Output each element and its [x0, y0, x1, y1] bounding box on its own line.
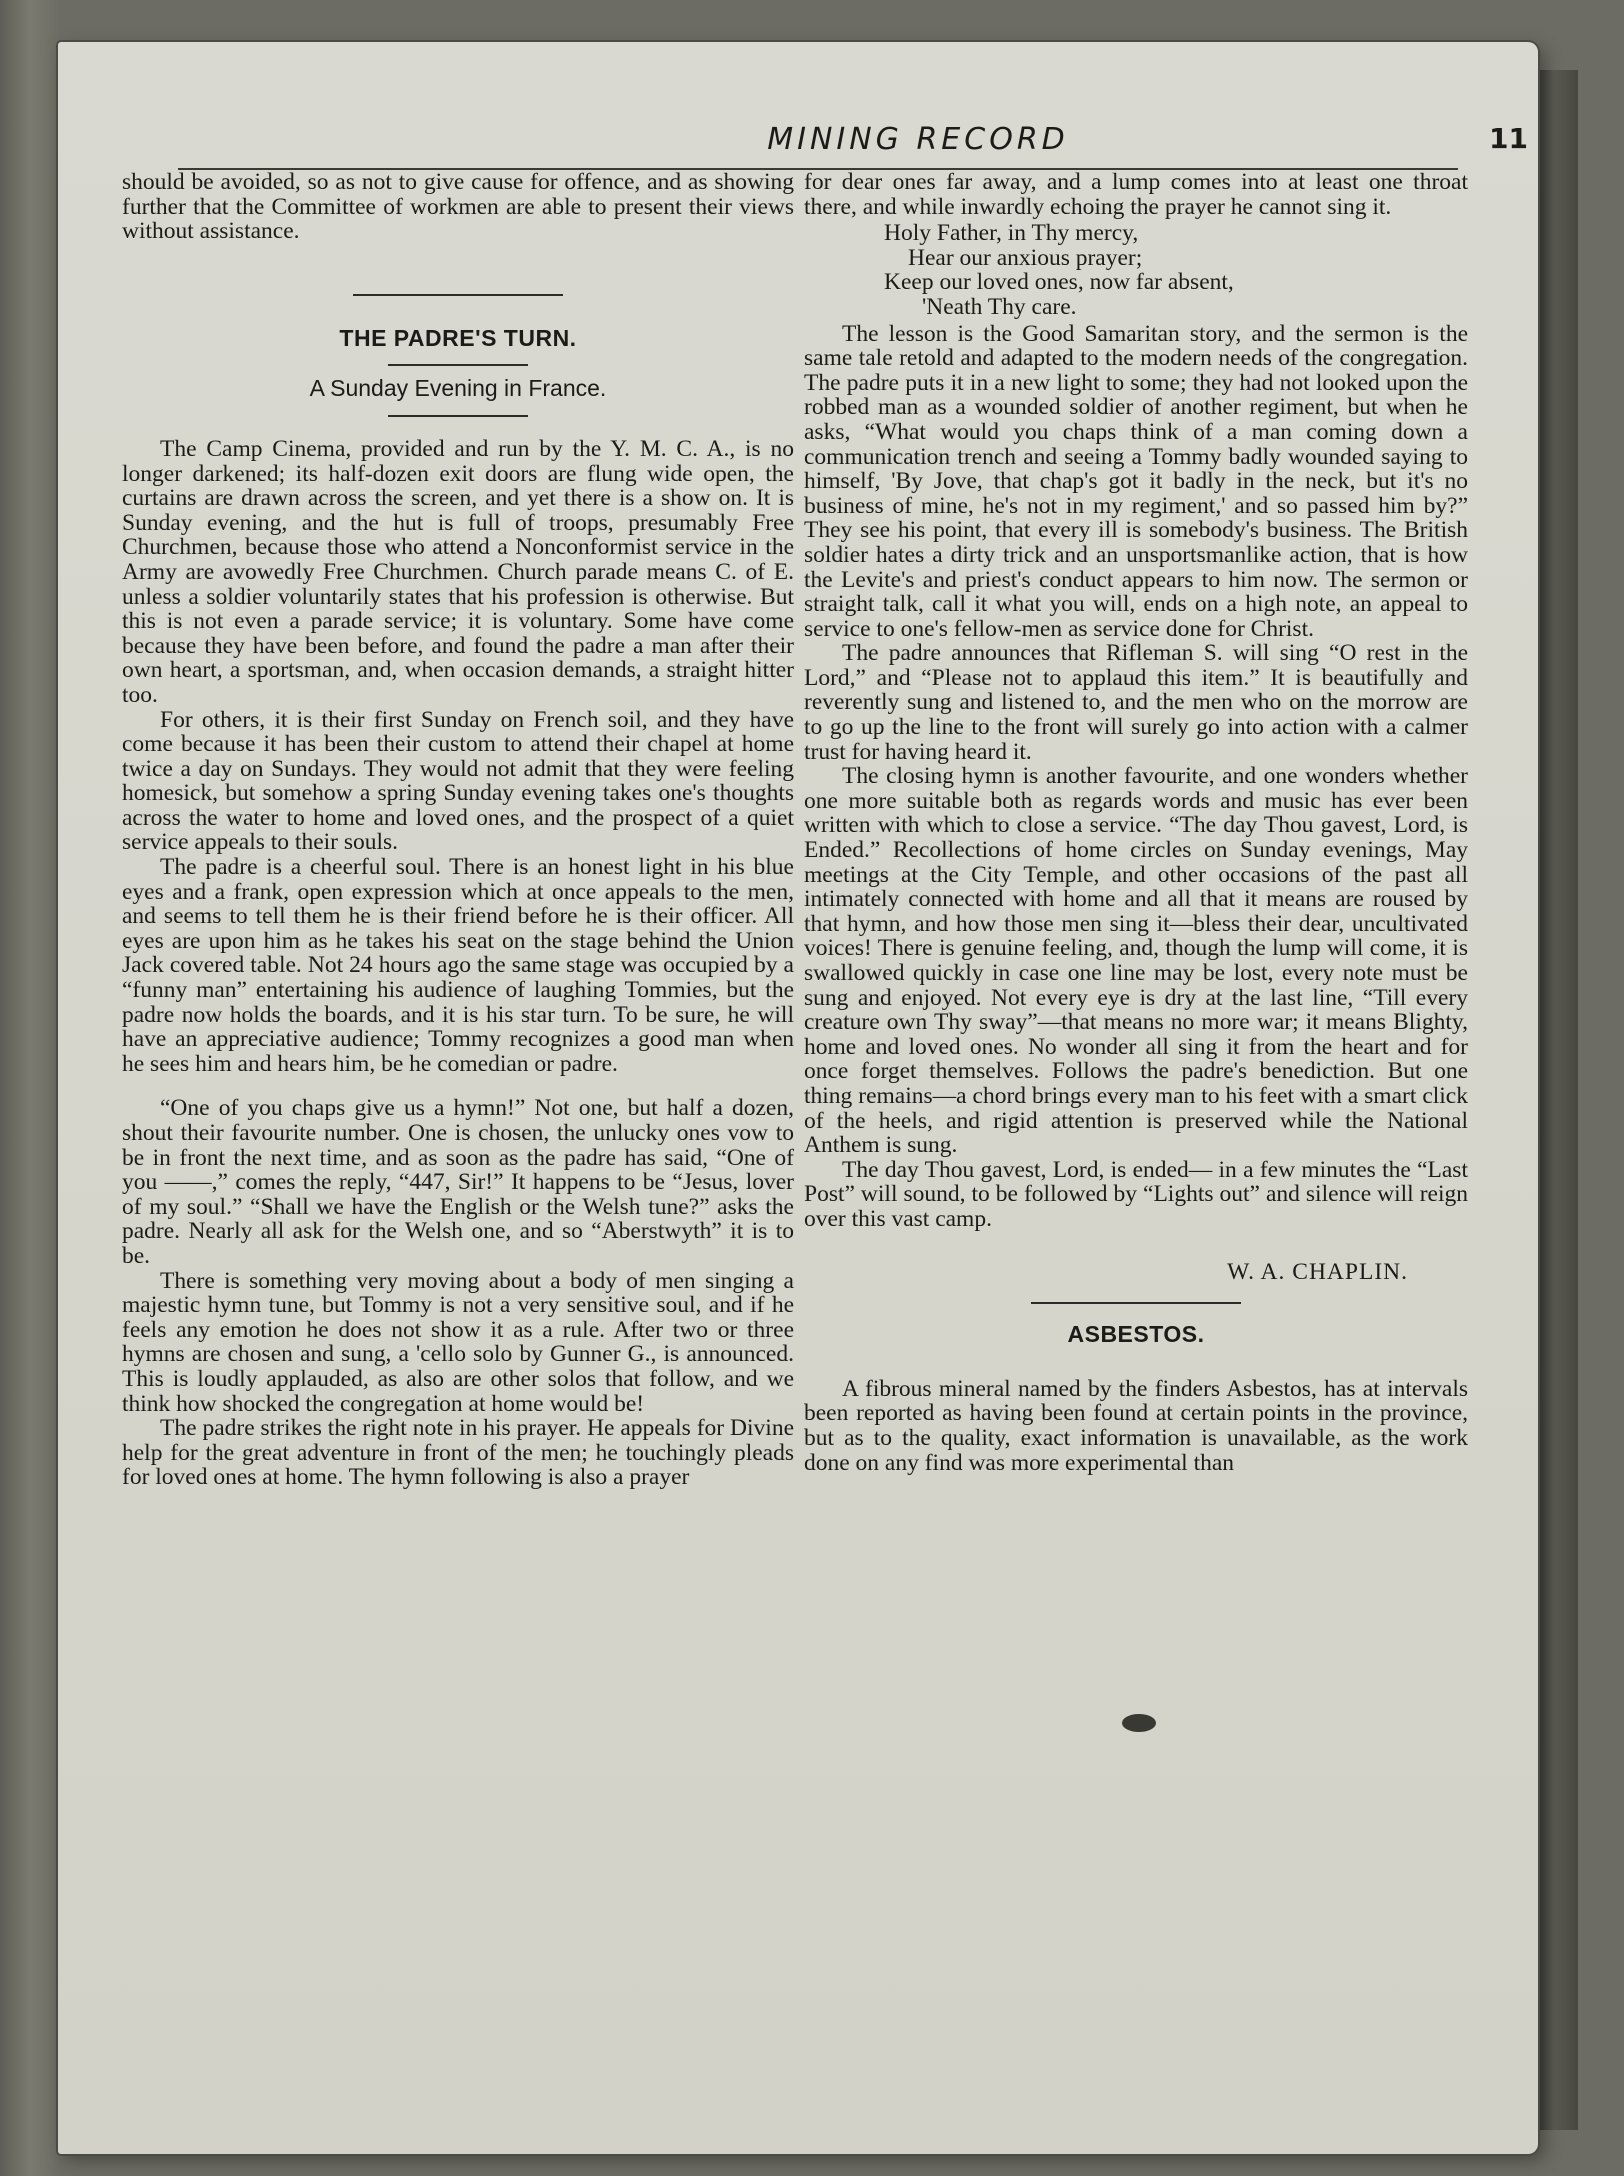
book-page-edge — [1538, 70, 1578, 2130]
page-header — [178, 122, 1558, 172]
author-signature: W. A. CHAPLIN. — [1227, 1258, 1408, 1285]
verse-line: Holy Father, in Thy mercy, — [884, 220, 1139, 247]
article-paragraph: The padre announces that Rifleman S. will sing “O rest in the Lord,” and “Please not to applaud this item.” It is beautifully and reverently sung and listened to, and the men who on the morrow are to go up the line to the front will surely go into action with a calmer trust for having heard it. — [804, 640, 1468, 765]
right-column — [804, 170, 1468, 1475]
ink-smudge — [1122, 1714, 1156, 1732]
verse-line: Hear our anxious prayer; — [908, 244, 1143, 271]
second-article-title: ASBESTOS. — [1067, 1321, 1205, 1348]
article-paragraph: There is something very moving about a body of men singing a majestic hymn tune, but Tommy is not a very sensitive soul, and if he feels any emotion he does not show it as a rule. After two or three hymns are chosen and sung, a 'cello solo by Gunner G., is announced. This is loudly applauded, as also are other solos that follow, and we think how shocked the congregation at home would be! — [122, 1267, 794, 1417]
right-opening-paragraph: for dear ones far away, and a lump comes into at least one throat there, and while inwardly echoing the prayer he cannot sing it. — [804, 169, 1468, 220]
article-subtitle: A Sunday Evening in France. — [309, 375, 607, 402]
article-paragraph: The padre strikes the right note in his prayer. He appeals for Divine help for the great adventure in front of the men; he touchingly pleads for loved ones at home. The hymn following is also a prayer — [122, 1415, 794, 1491]
article-paragraph: The Camp Cinema, provided and run by the Y. M. C. A., is no longer darkened; its half-dozen exit doors are flung wide open, the curtains are drawn across the screen, and yet there is a show on. It is Sunday evening, and the hut is full of troops, presumably Free Churchmen, because those who attend a Nonconformist service in the Army are avowedly Free Churchmen. Church parade means C. of E. unless a soldier voluntarily states that his profession is otherwise. But this is not even a parade service; it is voluntary. Some have come because they have been before, and found the padre a man after their own heart, a sportsman, and, when occasion demands, a straight hitter too. — [122, 435, 794, 708]
title-rule — [388, 364, 528, 366]
section-divider — [353, 294, 563, 296]
left-opening-paragraph: should be avoided, so as not to give cause for offence, and as showing further that the Committee of workmen are able to present their views without assistance. — [122, 169, 794, 245]
article-paragraph: The closing hymn is another favourite, and one wonders whether one more suitable both as regards words and music has ever been written with which to close a service. “The day Thou gavest, Lord, is Ended.” Recollections of home circles on Sunday evenings, May meetings at the City Temple, and other occasions of the past all intimately connected with home and all that it means are roused by that hymn, and how those men sing it—bless their dear, uncultivated voices! There is genuine feeling, and, though the lump will come, it is swallowed quickly in case one line may be lost, every note must be sung and enjoyed. Not every eye is dry at the last line, “Till every creature own Thy sway”—that means no more war; it means Blighty, home and loved ones. No wonder all sing it from the heart and for once forget themselves. Follows the padre's benediction. But one thing remains—a chord brings every man to his feet with a smart click of the heels, and rigid attention is preserved while the National Anthem is sung. — [804, 763, 1468, 1159]
article-title: THE PADRE'S TURN. — [339, 324, 577, 351]
article-paragraph: For others, it is their first Sunday on French soil, and they have come because it has been their custom to attend their chapel at home twice a day on Sundays. They would not admit that they were feeling homesick, but somehow a spring Sunday evening takes one's thoughts across the water to home and loved ones, and the prospect of a quiet service appeals to their souls. — [122, 706, 794, 856]
hymn-verse — [804, 221, 1468, 319]
verse-line: 'Neath Thy care. — [922, 293, 1077, 320]
second-article-paragraph: A fibrous mineral named by the finders Asbestos, has at intervals been reported as having been found at certain points in the province, but as to the quality, exact information is unavailable, as the work done on any find was more experimental than — [804, 1375, 1468, 1476]
subtitle-rule — [388, 415, 528, 417]
verse-line: Keep our loved ones, now far absent, — [884, 269, 1234, 296]
left-column — [122, 170, 794, 1490]
article-paragraph: The padre is a cheerful soul. There is an honest light in his blue eyes and a frank, open expression which at once appeals to the men, and seems to tell them he is their friend before he is their officer. All eyes are upon him as he takes his seat on the stage behind the Union Jack covered table. Not 24 hours ago the same stage was occupied by a “funny man” entertaining his audience of laughing Tommies, but the padre now holds the boards, and it is his star turn. To be sure, he will have an appreciative audience; Tommy recognizes a good man when he sees him and hears him, be he comedian or padre. — [122, 854, 794, 1077]
article-paragraph: The day Thou gavest, Lord, is ended— in a few minutes the “Last Post” will sound, to be followed by “Lights out” and silence will reign over this vast camp. — [804, 1156, 1468, 1232]
page-number: 11 — [1489, 122, 1528, 155]
document-page — [58, 42, 1538, 2154]
journal-title: MINING RECORD — [767, 122, 1069, 157]
article-paragraph: “One of you chaps give us a hymn!” Not one, but half a dozen, shout their favourite number. One is chosen, the unlucky ones vow to be in front the next time, and as soon as the padre has said, “One of you ——,” comes the reply, “447, Sir!” It happens to be “Jesus, lover of my soul.” “Shall we have the English or the Welsh tune?” asks the padre. Nearly all ask for the Welsh one, and so “Aberstwyth” it is to be. — [122, 1095, 794, 1269]
section-divider — [1031, 1302, 1241, 1304]
article-paragraph: The lesson is the Good Samaritan story, and the sermon is the same tale retold and adapted to the modern needs of the congregation. The padre puts it in a new light to some; they had not looked upon the robbed man as a wounded soldier of another regiment, but when he asks, “What would you chaps think of a man coming down a communication trench and seeing a Tommy badly wounded saying to himself, 'By Jove, that chap's got it badly in the neck, but it's no business of mine, he's not in my regiment,' and so passed him by?” They see his point, that every ill is somebody's business. The British soldier hates a dirty trick and an unsportsmanlike action, that is how the Levite's and priest's conduct appears to him now. The sermon or straight talk, call it what you will, ends on a high note, an appeal to service to one's fellow-men as service done for Christ. — [804, 320, 1468, 642]
